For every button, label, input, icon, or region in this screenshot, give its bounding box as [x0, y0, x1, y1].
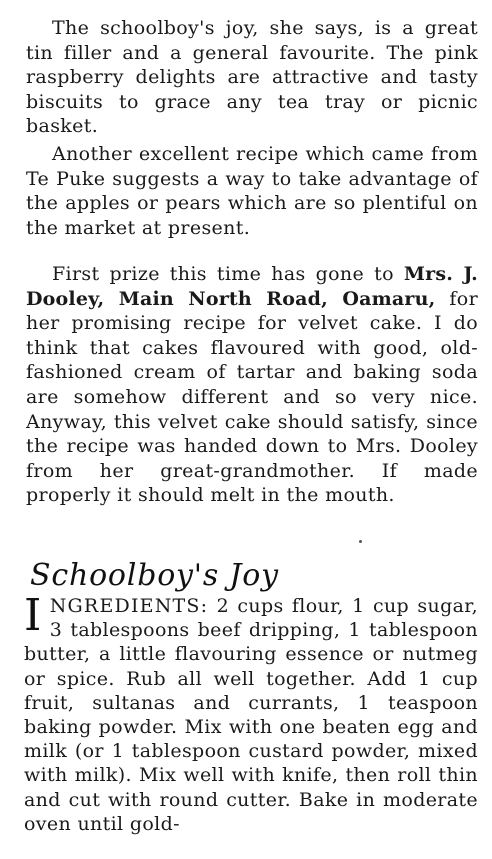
- ingredients-heading: NGREDIENTS:: [49, 595, 209, 617]
- drop-cap: I: [24, 590, 42, 641]
- recipe-ingredients: [24, 590, 478, 836]
- winner-name: Mrs. J. Dooley, Main North Road, Oamaru,: [26, 263, 478, 310]
- print-speck: [359, 540, 362, 543]
- paragraph-te-puke-recipe: Another excellent recipe which came from Te Puke suggests a way to take advantage of the apples or pears which are so plentiful on the market at present.: [26, 143, 478, 239]
- first-prize-text: First prize this time has gone to: [52, 263, 404, 285]
- ingredients-text: 2 cups flour, 1 cup sugar, 3 tablespoons beef dripping, 1 tablespoon butter, a little flavouring essence or nutmeg or spice. Rub all well together. Add 1 cup fruit, sultanas and currants, 1 teaspoon baking powder. Mix with one beaten egg and milk (or 1 tablespoon custard powder, mixed with milk). Mix well with knife, then roll thin and cut with round cutter. Bake in moderate oven until gold-: [24, 595, 478, 835]
- paragraph-first-prize: [26, 262, 478, 508]
- recipe-title: Schoolboy's Joy: [30, 558, 279, 593]
- paragraph-schoolboys-joy-intro: The schoolboy's joy, she says, is a great tin filler and a general favourite. The pink raspberry delights are attractive and tasty biscuits to grace any tea tray or picnic basket.: [26, 17, 478, 138]
- first-prize-description: for her promising recipe for velvet cake. I do think that cakes flavoured with good, old-fashioned cream of tartar and baking soda are somehow different and so very nice. Anyway, this velvet cake should satisfy, since the recipe was handed down to Mrs. Dooley from her great-grandmother. If made properly it should melt in the mouth.: [26, 287, 478, 507]
